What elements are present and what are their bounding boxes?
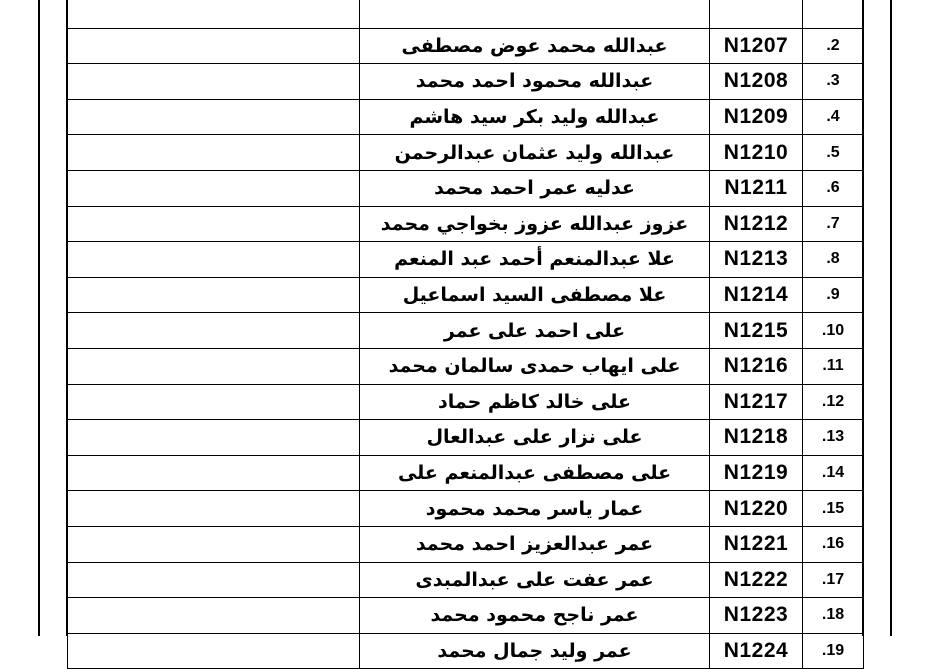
roster-body — [68, 0, 864, 669]
blank-cell — [68, 633, 360, 669]
blank-cell — [68, 64, 360, 100]
student-code-cell: N1222 — [710, 562, 803, 598]
row-number-cell: .4 — [803, 99, 864, 135]
student-code-cell — [710, 0, 803, 28]
student-code-cell: N1208 — [710, 64, 803, 100]
blank-cell — [68, 206, 360, 242]
student-name-cell: عمر ناجح محمود محمد — [360, 598, 710, 634]
student-code-cell: N1218 — [710, 420, 803, 456]
table-row — [68, 384, 864, 420]
row-number-cell: .19 — [803, 633, 864, 669]
table-row — [68, 64, 864, 100]
student-code-cell: N1221 — [710, 526, 803, 562]
blank-cell — [68, 562, 360, 598]
student-name-cell: عدليه عمر احمد محمد — [360, 170, 710, 206]
student-name-cell: عبدالله محمود احمد محمد — [360, 64, 710, 100]
student-code-cell: N1215 — [710, 313, 803, 349]
student-name-cell: علا مصطفى السيد اسماعيل — [360, 277, 710, 313]
student-code-cell: N1207 — [710, 28, 803, 64]
blank-cell — [68, 242, 360, 278]
row-number-cell — [803, 0, 864, 28]
student-code-cell: N1217 — [710, 384, 803, 420]
student-name-cell: علا عبدالمنعم أحمد عبد المنعم — [360, 242, 710, 278]
student-code-cell: N1220 — [710, 491, 803, 527]
blank-cell — [68, 348, 360, 384]
blank-cell — [68, 170, 360, 206]
row-number-cell: .17 — [803, 562, 864, 598]
student-roster-table — [67, 0, 864, 669]
table-row — [68, 242, 864, 278]
student-name-cell: على نزار على عبدالعال — [360, 420, 710, 456]
student-name-cell: على ايهاب حمدى سالمان محمد — [360, 348, 710, 384]
student-code-cell: N1219 — [710, 455, 803, 491]
blank-cell — [68, 99, 360, 135]
student-code-cell: N1211 — [710, 170, 803, 206]
student-code-cell: N1214 — [710, 277, 803, 313]
student-name-cell: عمر وليد جمال محمد — [360, 633, 710, 669]
student-code-cell: N1209 — [710, 99, 803, 135]
table-row — [68, 633, 864, 669]
row-number-cell: .5 — [803, 135, 864, 171]
student-code-cell: N1210 — [710, 135, 803, 171]
table-row — [68, 420, 864, 456]
table-row — [68, 206, 864, 242]
blank-cell — [68, 0, 360, 28]
blank-cell — [68, 313, 360, 349]
row-number-cell: .6 — [803, 170, 864, 206]
row-number-cell: .8 — [803, 242, 864, 278]
row-number-cell: .2 — [803, 28, 864, 64]
table-row — [68, 526, 864, 562]
row-number-cell: .3 — [803, 64, 864, 100]
student-name-cell: عمار ياسر محمد محمود — [360, 491, 710, 527]
table-row — [68, 348, 864, 384]
table-row — [68, 99, 864, 135]
row-number-cell: .15 — [803, 491, 864, 527]
table-row — [68, 313, 864, 349]
row-number-cell: .16 — [803, 526, 864, 562]
student-name-cell: على مصطفى عبدالمنعم على — [360, 455, 710, 491]
student-name-cell: على احمد على عمر — [360, 313, 710, 349]
student-name-cell — [360, 0, 710, 28]
blank-cell — [68, 135, 360, 171]
student-name-cell: عبدالله وليد بكر سيد هاشم — [360, 99, 710, 135]
student-code-cell: N1216 — [710, 348, 803, 384]
table-row — [68, 598, 864, 634]
student-name-cell: عمر عبدالعزيز احمد محمد — [360, 526, 710, 562]
row-number-cell: .13 — [803, 420, 864, 456]
blank-cell — [68, 420, 360, 456]
table-row — [68, 455, 864, 491]
student-name-cell: عمر عفت على عبدالمبدى — [360, 562, 710, 598]
table-row — [68, 28, 864, 64]
blank-cell — [68, 598, 360, 634]
student-name-cell: على خالد كاظم حماد — [360, 384, 710, 420]
student-code-cell: N1223 — [710, 598, 803, 634]
blank-cell — [68, 491, 360, 527]
row-number-cell: .14 — [803, 455, 864, 491]
row-number-cell: .9 — [803, 277, 864, 313]
row-number-cell: .18 — [803, 598, 864, 634]
row-number-cell: .12 — [803, 384, 864, 420]
blank-cell — [68, 384, 360, 420]
blank-cell — [68, 455, 360, 491]
blank-cell — [68, 526, 360, 562]
student-name-cell: عبدالله وليد عثمان عبدالرحمن — [360, 135, 710, 171]
blank-cell — [68, 277, 360, 313]
blank-cell — [68, 28, 360, 64]
student-code-cell: N1213 — [710, 242, 803, 278]
table-row — [68, 170, 864, 206]
student-name-cell: عبدالله محمد عوض مصطفى — [360, 28, 710, 64]
student-code-cell: N1224 — [710, 633, 803, 669]
row-number-cell: .7 — [803, 206, 864, 242]
student-code-cell: N1212 — [710, 206, 803, 242]
row-number-cell: .10 — [803, 313, 864, 349]
table-row — [68, 277, 864, 313]
table-row — [68, 562, 864, 598]
table-row — [68, 491, 864, 527]
table-row — [68, 0, 864, 28]
row-number-cell: .11 — [803, 348, 864, 384]
student-name-cell: عزوز عبدالله عزوز بخواجي محمد — [360, 206, 710, 242]
table-row — [68, 135, 864, 171]
